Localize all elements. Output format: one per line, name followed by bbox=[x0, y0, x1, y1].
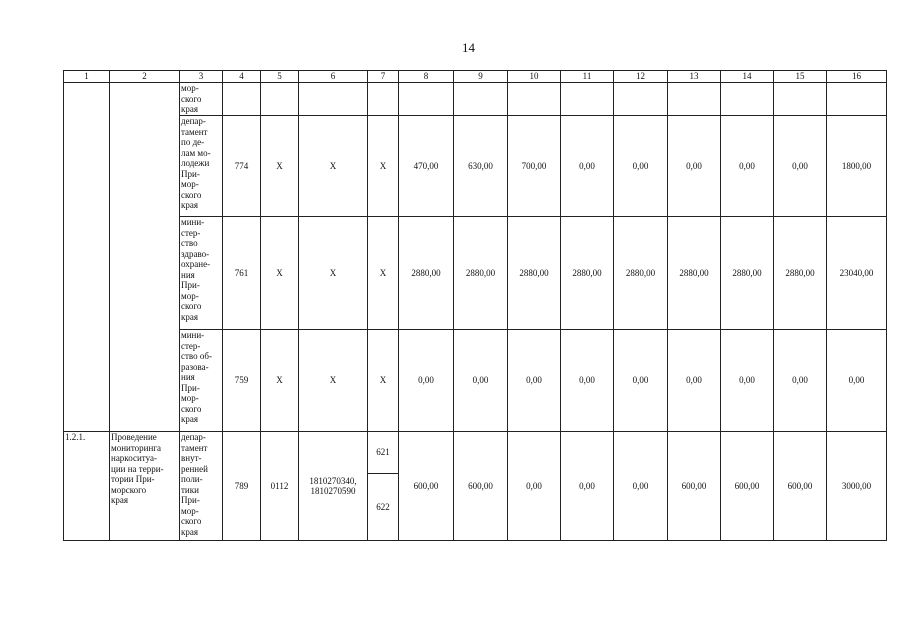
section-cell: X bbox=[261, 116, 299, 217]
column-header: 4 bbox=[223, 71, 261, 83]
value-cell: 0,00 bbox=[721, 116, 774, 217]
vr-cell: 622 bbox=[368, 474, 399, 541]
item-number: 1.2.1. bbox=[64, 432, 110, 541]
column-header: 8 bbox=[399, 71, 454, 83]
value-cell: 0,00 bbox=[721, 330, 774, 432]
value-cell: 630,00 bbox=[454, 116, 508, 217]
target-cell: X bbox=[299, 330, 368, 432]
value-cell: 470,00 bbox=[399, 116, 454, 217]
column-header: 15 bbox=[774, 71, 827, 83]
agency-cell: мини- стер- ство об- разова- ния При- мор- ского края bbox=[180, 330, 223, 432]
total-cell: 0,00 bbox=[827, 330, 887, 432]
column-header: 13 bbox=[668, 71, 721, 83]
value-cell: 0,00 bbox=[614, 432, 668, 541]
value-cell bbox=[399, 83, 454, 116]
agency-cell: депар- тамент по де- лам мо- лодежи При- мор- ского края bbox=[180, 116, 223, 217]
table-row bbox=[64, 116, 887, 217]
column-header: 16 bbox=[827, 71, 887, 83]
section-cell: 0112 bbox=[261, 432, 299, 541]
value-cell bbox=[508, 83, 561, 116]
column-header: 1 bbox=[64, 71, 110, 83]
value-cell: 700,00 bbox=[508, 116, 561, 217]
value-cell: 0,00 bbox=[614, 330, 668, 432]
value-cell: 0,00 bbox=[508, 330, 561, 432]
table-row bbox=[64, 83, 887, 116]
column-header: 11 bbox=[561, 71, 614, 83]
value-cell: 2880,00 bbox=[668, 217, 721, 330]
value-cell: 600,00 bbox=[721, 432, 774, 541]
value-cell bbox=[454, 83, 508, 116]
total-cell: 23040,00 bbox=[827, 217, 887, 330]
budget-table bbox=[63, 70, 887, 541]
vr-cell bbox=[368, 83, 399, 116]
value-cell: 600,00 bbox=[454, 432, 508, 541]
column-header: 2 bbox=[110, 71, 180, 83]
target-cell: X bbox=[299, 217, 368, 330]
value-cell: 2880,00 bbox=[614, 217, 668, 330]
agency-cell: мор- ского края bbox=[180, 83, 223, 116]
value-cell: 2880,00 bbox=[399, 217, 454, 330]
agency-cell: мини- стер- ство здраво- охране- ния При- мор- ского края bbox=[180, 217, 223, 330]
section-cell: X bbox=[261, 330, 299, 432]
value-cell: 600,00 bbox=[774, 432, 827, 541]
vr-cell: X bbox=[368, 330, 399, 432]
value-cell: 0,00 bbox=[454, 330, 508, 432]
value-cell: 600,00 bbox=[668, 432, 721, 541]
value-cell bbox=[614, 83, 668, 116]
value-cell: 0,00 bbox=[774, 116, 827, 217]
grbs-cell: 774 bbox=[223, 116, 261, 217]
vr-cell: X bbox=[368, 217, 399, 330]
grbs-cell: 759 bbox=[223, 330, 261, 432]
blank-cell bbox=[64, 83, 110, 432]
agency-cell: депар- тамент внут- ренней пoли- тики При- мор- ского края bbox=[180, 432, 223, 541]
value-cell: 600,00 bbox=[399, 432, 454, 541]
total-cell: 3000,00 bbox=[827, 432, 887, 541]
value-cell: 0,00 bbox=[774, 330, 827, 432]
item-name: Проведение мониторинга наркоситуа- ции на терри- тории При- морского края bbox=[110, 432, 180, 541]
value-cell: 0,00 bbox=[561, 116, 614, 217]
vr-cell: X bbox=[368, 116, 399, 217]
column-header: 3 bbox=[180, 71, 223, 83]
value-cell: 0,00 bbox=[668, 116, 721, 217]
column-number-row bbox=[64, 71, 887, 83]
value-cell: 0,00 bbox=[614, 116, 668, 217]
value-cell: 2880,00 bbox=[774, 217, 827, 330]
value-cell: 2880,00 bbox=[721, 217, 774, 330]
column-header: 6 bbox=[299, 71, 368, 83]
target-cell: X bbox=[299, 116, 368, 217]
grbs-cell: 789 bbox=[223, 432, 261, 541]
value-cell: 0,00 bbox=[561, 330, 614, 432]
value-cell: 0,00 bbox=[508, 432, 561, 541]
blank-cell bbox=[110, 83, 180, 432]
value-cell: 2880,00 bbox=[454, 217, 508, 330]
section-cell bbox=[261, 83, 299, 116]
column-header: 5 bbox=[261, 71, 299, 83]
column-header: 12 bbox=[614, 71, 668, 83]
column-header: 9 bbox=[454, 71, 508, 83]
total-cell: 1800,00 bbox=[827, 116, 887, 217]
value-cell bbox=[721, 83, 774, 116]
value-cell bbox=[561, 83, 614, 116]
column-header: 7 bbox=[368, 71, 399, 83]
target-cell bbox=[299, 83, 368, 116]
value-cell: 0,00 bbox=[668, 330, 721, 432]
value-cell: 2880,00 bbox=[561, 217, 614, 330]
page-number: 14 bbox=[462, 40, 475, 55]
vr-cell: 621 bbox=[368, 432, 399, 474]
grbs-cell bbox=[223, 83, 261, 116]
value-cell bbox=[668, 83, 721, 116]
total-cell bbox=[827, 83, 887, 116]
table-row bbox=[64, 432, 887, 474]
table-row bbox=[64, 217, 887, 330]
section-cell: X bbox=[261, 217, 299, 330]
value-cell: 0,00 bbox=[561, 432, 614, 541]
column-header: 14 bbox=[721, 71, 774, 83]
value-cell: 0,00 bbox=[399, 330, 454, 432]
grbs-cell: 761 bbox=[223, 217, 261, 330]
value-cell: 2880,00 bbox=[508, 217, 561, 330]
target-cell: 1810270340, 1810270590 bbox=[299, 432, 368, 541]
value-cell bbox=[774, 83, 827, 116]
column-header: 10 bbox=[508, 71, 561, 83]
table-row bbox=[64, 330, 887, 432]
